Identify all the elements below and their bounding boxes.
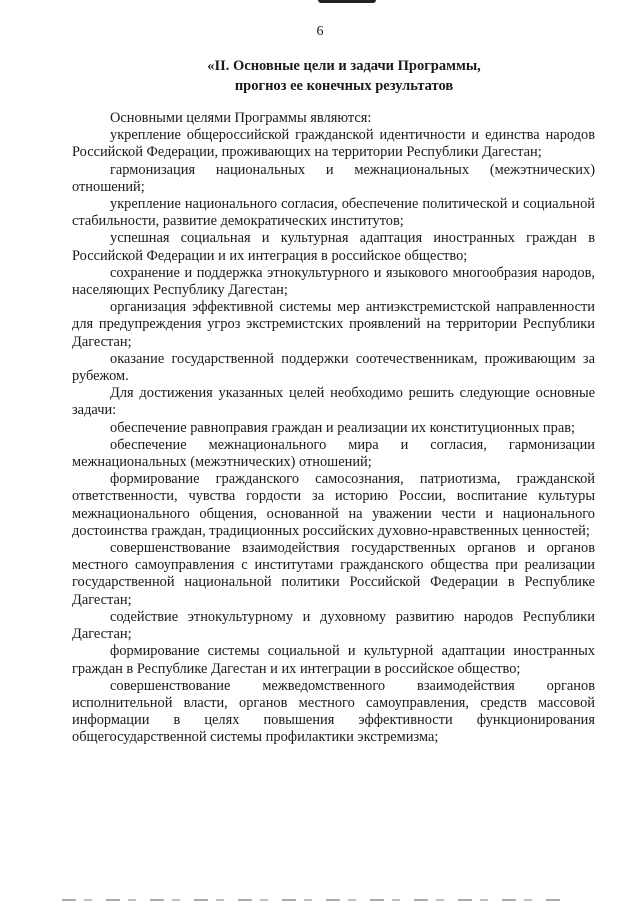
paragraph-goal-7: оказание государственной поддержки соотечественникам, проживающим за рубежом. [72, 350, 595, 385]
paragraph-goal-5: сохранение и поддержка этнокультурного и языкового многообразия народов, населяющих Республику Дагестан; [72, 264, 595, 299]
scan-artifact-top [318, 0, 376, 3]
scan-artifact-bottom [62, 899, 562, 901]
paragraph-task-5: содействие этнокультурному и духовному развитию народов Республики Дагестан; [72, 608, 595, 643]
page-number: 6 [316, 24, 324, 39]
section-heading-line-2: прогноз ее конечных результатов [234, 78, 454, 94]
paragraph-task-6: формирование системы социальной и культурной адаптации иностранных граждан в Республике Дагестан и их интеграции в российское общество; [72, 643, 595, 677]
paragraph-task-3: формирование гражданского самосознания, патриотизма, гражданской ответственности, чувства гордости за историю России, воспитание культуры межнационального общения, основанной на уважении чести и национального достоинства граждан, традиционных российских духовно-нравственных ценностей; [72, 471, 595, 539]
paragraph-task-2: обеспечение межнационального мира и согласия, гармонизации межнациональных (межэтнических) отношений; [72, 436, 595, 471]
paragraph-goal-1: укрепление общероссийской гражданской идентичности и единства народов Российской Федерации, проживающих на территории Республики Дагестан; [72, 127, 595, 161]
paragraph-goal-3: укрепление национального согласия, обеспечение политической и социальной стабильности, развитие демократических институтов; [72, 196, 595, 230]
paragraph-goal-4: успешная социальная и культурная адаптация иностранных граждан в Российской Федерации и их интеграция в российское общество; [72, 230, 595, 264]
paragraph-tasks-intro: Для достижения указанных целей необходимо решить следующие основные задачи: [72, 385, 595, 419]
paragraph-goal-2: гармонизация национальных и межнациональных (межэтнических) отношений; [72, 161, 595, 195]
section-heading-line-1: «II. Основные цели и задачи Программы, [207, 58, 481, 74]
paragraph-task-1: обеспечение равноправия граждан и реализации их конституционных прав; [110, 419, 575, 436]
paragraph-task-7: совершенствование межведомственного взаимодействия органов исполнительной власти, органов местного самоуправления, средств массовой информации в целях повышения эффективности функционирования общегосударственной системы профилактики экстремизма; [72, 677, 595, 746]
paragraph-goals-intro: Основными целями Программы являются: [110, 110, 372, 126]
document-body [72, 110, 595, 747]
paragraph-goal-6: организация эффективной системы мер антиэкстремистской направленности для предупреждения угроз экстремистских проявлений на территории Республики Дагестан; [72, 299, 595, 350]
section-heading [150, 56, 538, 96]
paragraph-task-4: совершенствование взаимодействия государственных органов и органов местного самоуправления с институтами гражданского общества при реализации государственной национальной политики Российской Федерации в Республике Дагестан; [72, 540, 595, 608]
